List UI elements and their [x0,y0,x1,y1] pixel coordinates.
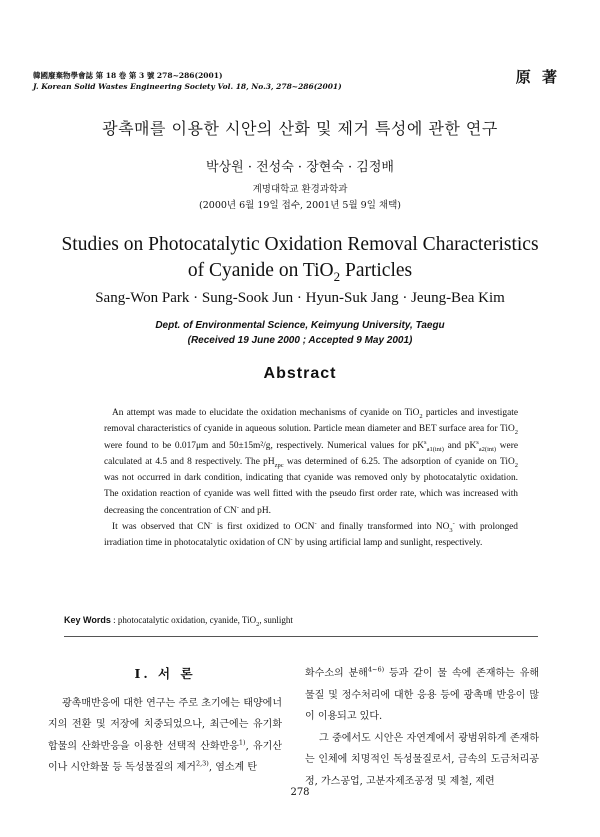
journal-header [33,70,342,92]
english-affiliation-dept: Dept. of Environmental Science, Keimyung University, Taegu [155,320,445,331]
intro-paragraph-left: 광촉매반응에 대한 연구는 주로 초기에는 태양에너지의 전환 및 저장에 치중되었으나, 최근에는 유기화합물의 산화반응을 이용한 선택적 산화반응$^{1)}$, 유기산이나 시안화물 등 독성물질의 제거$^{2,3)}$, 염소계 탄 [48,697,282,773]
english-title-line1: Studies on Photocatalytic Oxidation Removal Characteristics [61,234,539,255]
english-affiliation [0,318,600,348]
journal-header-korean: 韓國廢棄物學會誌 第 18 卷 第 3 號 278~286(2001) [33,71,223,80]
intro-paragraph-right-2: 그 중에서도 시안은 자연계에서 광범위하게 존재하는 인체에 치명적인 독성물질로서, 금속의 도금처리공정, 가스공업, 고분자제조공정 및 제철, 제련 [305,732,539,787]
korean-authors: 박상원 · 전성숙 · 장현숙 · 김정배 [206,160,394,175]
abstract-body [104,405,518,552]
article-type-label: 原 著 [515,68,560,86]
english-dates: (Received 19 June 2000 ; Accepted 9 May 2001) [187,335,413,346]
abstract-paragraph-2: It was observed that CN- is first oxidized to OCN- and finally transformed into $NO_3^-$ with prolonged irradiation time in photocatalytic oxidation of CN- by using artificial lamp and sunlight, respectively. [104,519,518,549]
korean-title: 광촉매를 이용한 시안의 산화 및 제거 특성에 관한 연구 [102,119,498,138]
body-right-column [305,663,539,792]
english-title-line2: of Cyanide on TiO$_2$ Particles [187,260,413,284]
english-title [0,232,600,284]
divider-line [64,636,538,637]
english-authors: Sang-Won Park · Sung-Sook Jun · Hyun-Suk Jang · Jeung-Bea Kim [95,290,505,306]
section-heading-introduction: Ⅰ. 서 론 [134,666,196,681]
keywords-label: Key Words [64,615,111,625]
korean-dates: (2000년 6월 19일 접수, 2001년 5월 9일 채택) [199,200,401,211]
body-left-column [48,663,282,779]
intro-paragraph-right-1: 화수소의 분해$^{4\sim 6)}$ 등과 같이 물 속에 존재하는 유해 물질 및 정수처리에 대한 응용 등에 광촉매 반응이 많이 이용되고 있다. [305,665,540,722]
abstract-paragraph-1: An attempt was made to elucidate the oxidation mechanisms of cyanide on TiO$_2$ particles and investigate removal characteristics of cyanide in aqueous solution. Particle mean diameter and BET surface area for TiO$_2$ were found to be 0.017μm and 50±15m²/g, respectively. Numerical values for $pK^s_{a1(int)}$ and $pK^s_{a2(int)}$ were calculated at 4.5 and 8 respectively. The $pH_{zpc}$ was determined of 6.25. The adsorption of cyanide on TiO$_2$ was not occurred in dark condition, indicating that cyanide was removed only by photocatalytic oxidation. The oxidation reaction of cyanide was well fitted with the pseudo first order rate, which was increased with decreasing the concentration of CN- and pH. [104,408,518,516]
page-number: 278 [290,787,310,798]
keywords-line: Key Words : photocatalytic oxidation, cyanide, TiO$_2$, sunlight [64,615,293,628]
abstract-heading: Abstract [263,365,337,382]
journal-header-english: J. Korean Solid Wastes Engineering Society Vol. 18, No.3, 278~286(2001) [33,82,342,91]
korean-affiliation: 계명대학교 환경과학과 [252,184,348,195]
